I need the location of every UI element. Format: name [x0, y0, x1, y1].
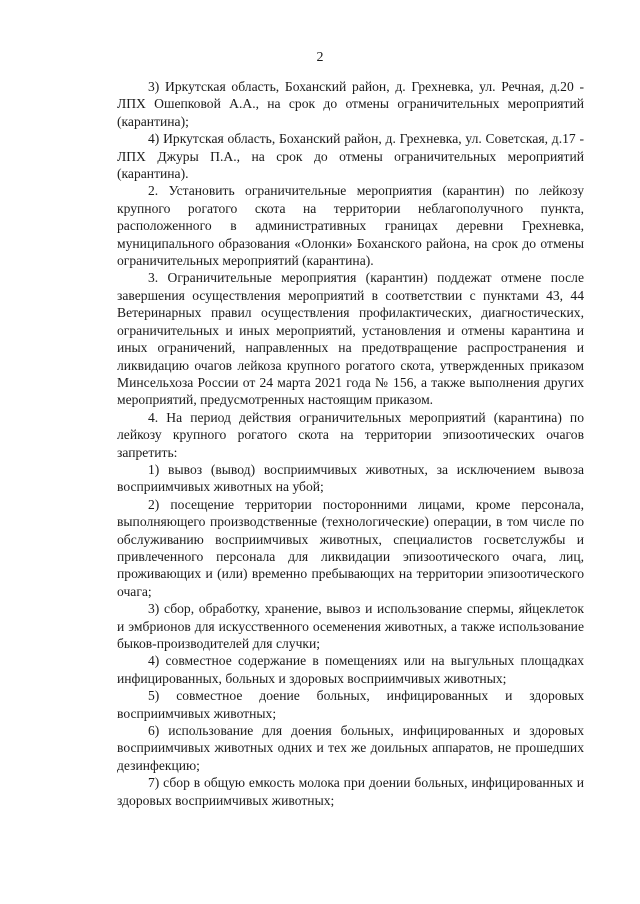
list-item-6: 6) использование для доения больных, инфицированных и здоровых восприимчивых животных одних и тех же доильных аппаратов, не прошедших дезинфекцию;	[117, 723, 584, 773]
paragraph-item-4-address: 4) Иркутская область, Боханский район, д. Грехневка, ул. Советская, д.17 - ЛПХ Джуры П.А., на срок до отмены ограничительных мероприятий (карантина).	[117, 131, 584, 182]
list-item-5: 5) совместное доение больных, инфицированных и здоровых восприимчивых животных;	[117, 688, 584, 721]
list-item-7: 7) сбор в общую емкость молока при доении больных, инфицированных и здоровых восприимчивых животных;	[117, 775, 584, 808]
list-item-4: 4) совместное содержание в помещениях или на выгульных площадках инфицированных, больных и здоровых восприимчивых животных;	[117, 653, 584, 686]
paragraph-section-2: 2. Установить ограничительные мероприятия (карантин) по лейкозу крупного рогатого скота на территории неблагополучного пункта, расположенного в административных границах деревни Грехневка, муниципального образования «Олонки» Боханского района, на срок до отмены ограничительных мероприятий (карантина).	[117, 183, 584, 269]
list-item-1: 1) вывоз (вывод) восприимчивых животных, за исключением вывоза восприимчивых животных на убой;	[117, 461, 584, 495]
paragraph-item-3-address: 3) Иркутская область, Боханский район, д. Грехневка, ул. Речная, д.20 - ЛПХ Ошепковой А.А., на срок до отмены ограничительных мероприятий (карантина);	[117, 79, 584, 129]
page-number: 2	[316, 50, 324, 65]
list-item-3: 3) сбор, обработку, хранение, вывоз и использование спермы, яйцеклеток и эмбрионов для искусственного осеменения животных, а также использование быков-производителей для случки;	[117, 601, 584, 651]
list-item-2: 2) посещение территории посторонними лицами, кроме персонала, выполняющего производственные (технологические) операции, в том числе по обслуживанию восприимчивых животных, специалистов госветслужбы и привлеченного персонала для ликвидации эпизоотического очага, лиц, проживающих и (или) временно пребывающих на территории эпизоотического очага;	[117, 496, 584, 599]
paragraph-section-3: 3. Ограничительные мероприятия (карантин) поддежат отмене после завершения осуществления мероприятий в соответствии с пунктами 43, 44 Ветеринарных правил осуществления профилактических, диагностических, ограничительных и иных мероприятий, установления и отмены карантина и иных ограничений, направленных на предотвращение распространения и ликвидацию очагов лейкоза крупного рогатого скота, утвержденных приказом Минсельхоза России от 24 марта 2021 года № 156, а также выполнения других мероприятий, предусмотренных настоящим приказом.	[117, 270, 584, 408]
paragraph-section-4: 4. На период действия ограничительных мероприятий (карантина) по лейкозу крупного рогатого скота на территории эпизоотических очагов запретить:	[117, 409, 584, 460]
document-body	[117, 78, 584, 809]
